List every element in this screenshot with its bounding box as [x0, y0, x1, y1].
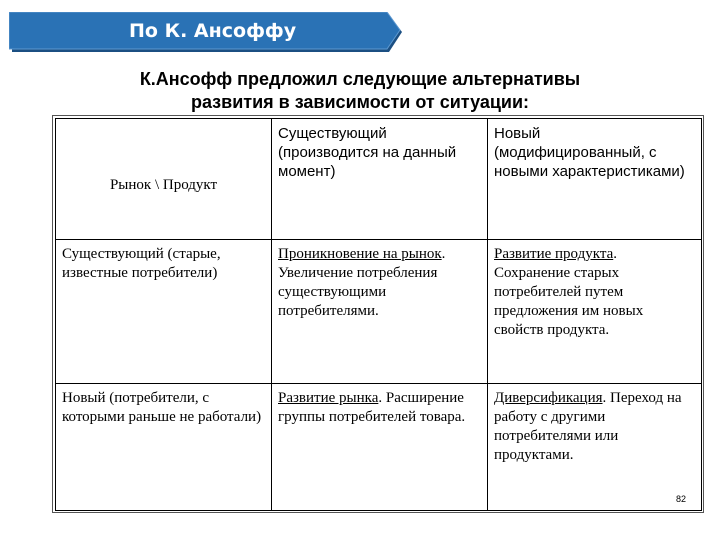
- subtitle-line-1: К.Ансофф предложил следующие альтернативы: [139, 69, 581, 89]
- strategy-name: Развитие рынка: [278, 390, 379, 406]
- ansoff-matrix: [55, 118, 702, 511]
- column-header-new: Новый (модифицированный, с новыми характеристиками): [488, 119, 702, 240]
- row-header-existing: Существующий (старые, известные потребители): [56, 240, 272, 384]
- header-row: [56, 119, 702, 240]
- cell-market-penetration: [272, 240, 488, 384]
- corner-cell: Рынок \ Продукт: [56, 119, 272, 240]
- strategy-description: . Расширение группы потребителей товара.: [278, 390, 466, 425]
- table-row: [56, 384, 702, 511]
- table-row: [56, 240, 702, 384]
- strategy-description: . Увеличение потребления существующими потребителями.: [278, 246, 446, 319]
- row-header-new: Новый (потребители, с которыми раньше не работали): [56, 384, 272, 511]
- strategy-name: Диверсификация: [494, 390, 603, 406]
- strategy-description: . Сохранение старых потребителей путем предложения им новых свойств продукта.: [494, 246, 644, 338]
- strategy-name: Развитие продукта: [494, 246, 614, 262]
- subtitle: [60, 68, 660, 114]
- cell-product-development: [488, 240, 702, 384]
- cell-diversification: [488, 384, 702, 511]
- strategy-name: Проникновение на рынок: [278, 246, 442, 262]
- page-title: По К. Ансоффу: [129, 20, 297, 42]
- subtitle-line-2: развития в зависимости от ситуации:: [190, 92, 530, 112]
- strategy-description: . Переход на работу с другими потребителями или продуктами.: [494, 390, 682, 463]
- cell-market-development: [272, 384, 488, 511]
- column-header-existing: Существующий (производится на данный момент): [272, 119, 488, 240]
- title-banner: [9, 12, 404, 52]
- page-number: 82: [676, 494, 687, 504]
